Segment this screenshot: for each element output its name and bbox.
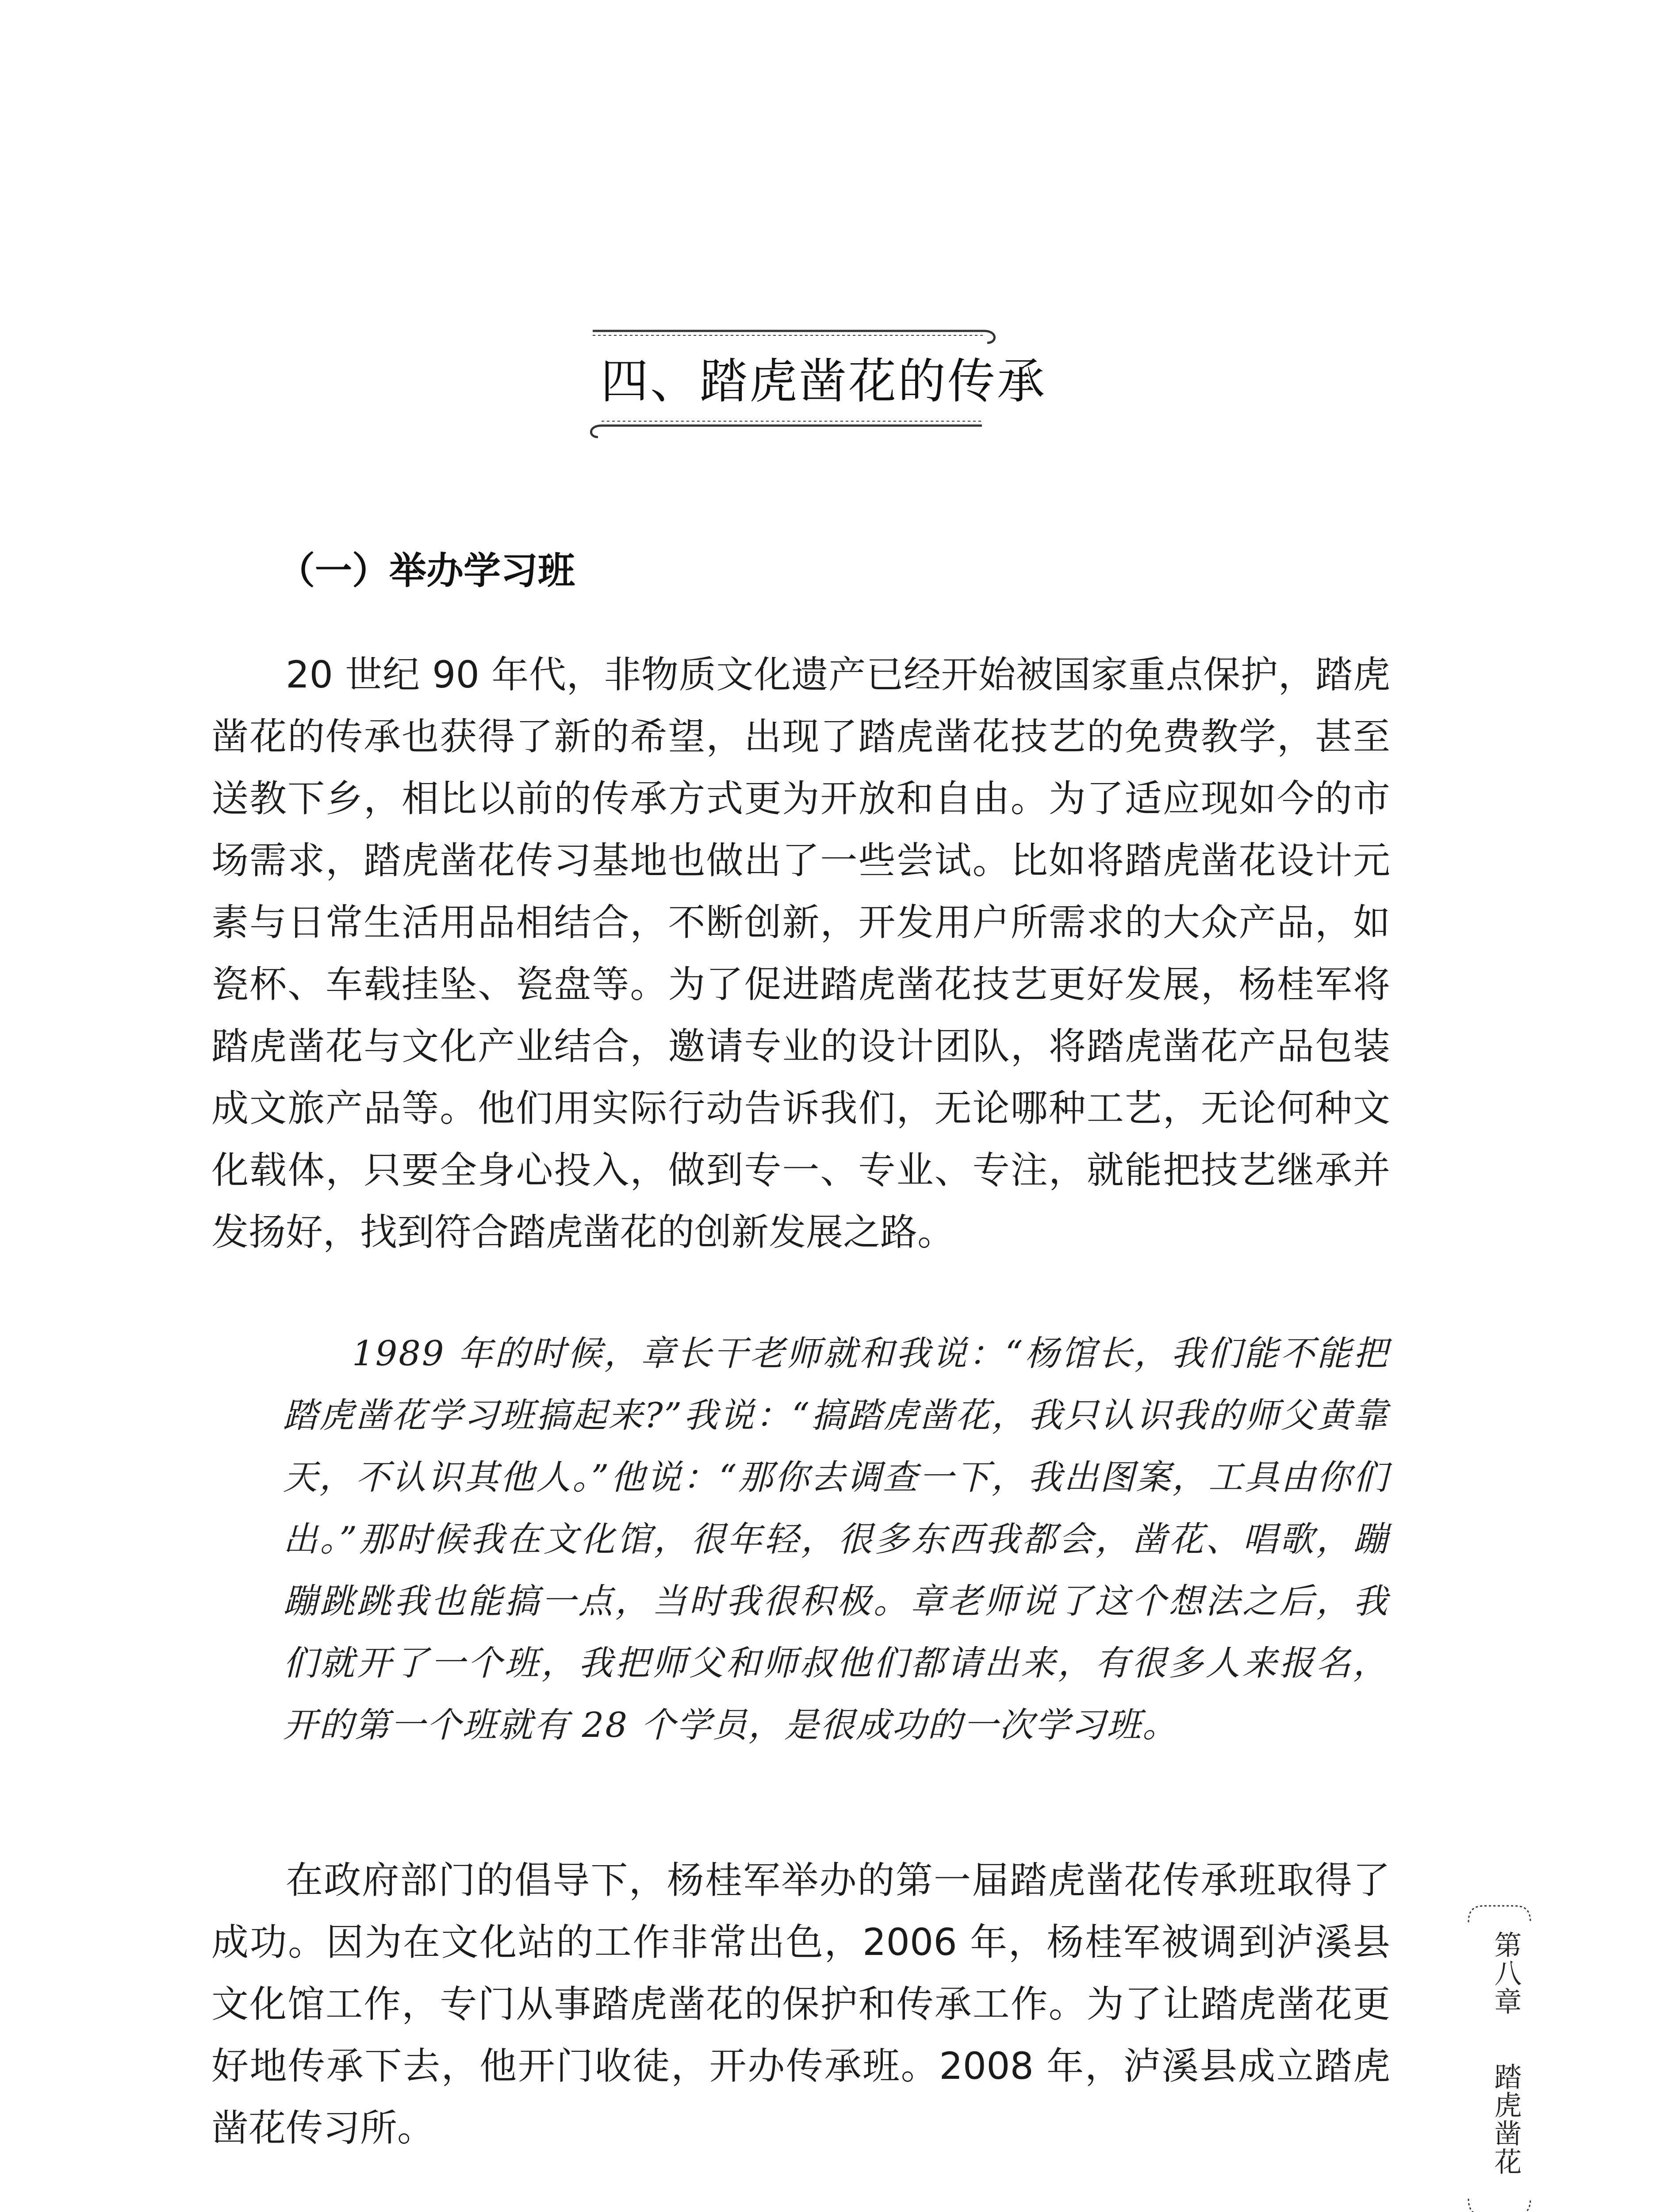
oral-history-quote: 1989 年的时候，章长干老师就和我说：“杨馆长，我们能不能把踏虎凿花学习班搞起来?”我说：“搞踏虎凿花，我只认识我的师父黄靠天，不认识其他人。”他说：“那你去调查一下，我出图案，工具由你们出。”那时候我在文化馆，很年轻，很多东西我都会，凿花、唱歌，蹦蹦跳跳我也能搞一点，当时我很积极。章老师说了这个想法之后，我们就开了一个班，我把师父和师叔他们都请出来，有很多人来报名，开的第一个班就有 28 个学员，是很成功的一次学习班。 [283,1334,1389,1745]
side-chapter-label: 第八章 [1490,1931,1522,2016]
body-paragraph-1: 20 世纪 90 年代，非物质文化遗产已经开始被国家重点保护，踏虎凿花的传承也获得了新的希望，出现了踏虎凿花技艺的免费教学，甚至送教下乡，相比以前的传承方式更为开放和自由。为了适应现如今的市场需求，踏虎凿花传习基地也做出了一些尝试。比如将踏虎凿花设计元素与日常生活用品相结合，不断创新，开发用户所需求的大众产品，如瓷杯、车载挂坠、瓷盘等。为了促进踏虎凿花技艺更好发展，杨桂军将踏虎凿花与文化产业结合，邀请专业的设计团队，将踏虎凿花产品包装成文旅产品等。他们用实际行动告诉我们，无论哪种工艺，无论何种文化载体，只要全身心投入，做到专一、专业、专注，就能把技艺继承并发扬好，找到符合踏虎凿花的创新发展之路。 [211,653,1390,1254]
chapter-side-tab [1460,1898,1539,2212]
body-paragraph-2: 在政府部门的倡导下，杨桂军举办的第一届踏虎凿花传承班取得了成功。因为在文化站的工作非常出色，2006 年，杨桂军被调到泸溪县文化馆工作，专门从事踏虎凿花的保护和传承工作。为了让踏虎凿花更好地传承下去，他开门收徒，开办传承班。2008 年，泸溪县成立踏虎凿花传习所。 [211,1859,1390,2150]
section-title: 四、踏虎凿花的传承 [601,354,1047,409]
subsection-title: （一）举办学习班 [278,549,575,592]
section-heading [584,323,1047,438]
side-chapter-title: 踏虎凿花 [1490,2062,1522,2176]
